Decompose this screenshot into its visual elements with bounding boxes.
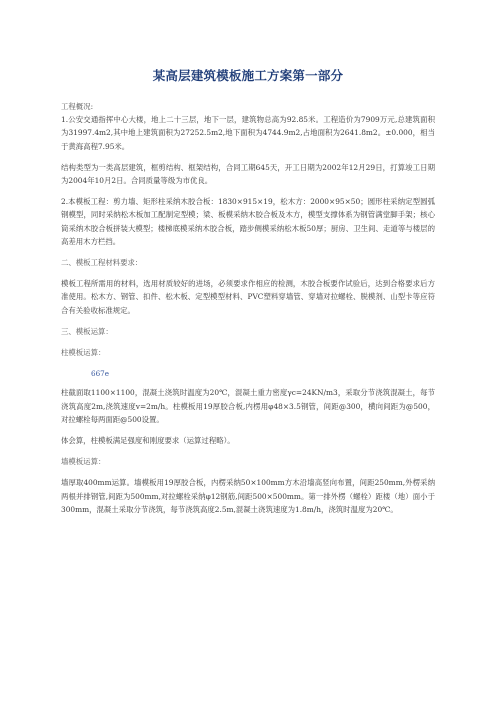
paragraph-column-result: 体会算，柱模板满足强度和刚度要求（运算过程略）。: [61, 436, 235, 446]
paragraph-material-requirements: 模板工程所需用的材料，选用材质较好的进场，必须要求作相应的检测，木胶合板要作试验后，达到合格要求后方准使用。松木方、钢管、扣件、松木板、定型模型材料、PVC塑料穿墙管、穿墙对拉螺栓、脱模剂、山型卡等应符合有关验收标准规定。: [61, 279, 435, 315]
page-title: 某高层建筑模板施工方案第一部分: [152, 68, 344, 83]
paragraph-structure-type: 结构类型为一类高层建筑，框剪结构、框架结构，合同工期645天，开工日期为2002年12月29日，打算竣工日期为2004年10月2日。合同质量等级为市优良。: [61, 162, 435, 186]
subheading-column-formwork: 柱模板运算：: [61, 348, 106, 358]
paragraph-project-summary: 1.公安交通指挥中心大楼，地上二十三层，地下一层，建筑物总高为92.85米。工程造价为7909万元,总建筑面积为31997.4m2,其中地上建筑面积为27252.5m2,地下面积为4744.9m2,占地面积为2641.8m2。±0.000，相当于黄海高程7.95米。: [61, 115, 435, 151]
paragraph-wall-parameters: 墙厚取400mm运算。墙模板用19厚胶合板，内楞采纳50×100mm方木沿墙高竖向布置，间距250mm,外楞采纳两根并排钢管,间距为500mm,对拉螺栓采纳φ12钢筋,间距500×500mm。第一排外楞（螺栓）距楼（地）面小于300mm，混凝土采取分节浇筑，每节浇筑高度2.5m,混凝土浇筑速度为1.8m/h，浇筑时温度为20℃。: [61, 478, 435, 514]
paragraph-formwork-scope: 2.本模板工程：剪力墙、矩形柱采纳木胶合板：1830×915×19，松木方：2000×95×50；圆形柱采纳定型圆弧钢模型，同时采纳松木板加工配制定型模；梁、板模采纳木胶合板及木方，模型支撑体系为钢管满堂脚手架；核心筒采纳木胶合板拼装大模型；楼梯底模采纳木胶合板，踏步侧模采纳松木板50厚；厨房、卫生间、走道等与楼层的高差用木方栏挡。: [61, 197, 435, 246]
subheading-wall-formwork: 墙模板运算：: [61, 457, 106, 467]
section-heading-calculation: 三、模板运算：: [61, 326, 113, 336]
section-heading-material: 二、模板工程材料要求：: [61, 258, 143, 268]
formula-code: 667e: [91, 369, 109, 379]
section-heading-overview: 工程概况:: [61, 102, 94, 111]
document-body: [61, 100, 435, 524]
paragraph-column-parameters: 柱截面取1100×1100，混凝土浇筑时温度为20℃，混凝土重力密度γc=24KN/m3，采取分节浇筑混凝土，每节浇筑高度2m,浇筑速度v=2m/h。柱模板用19厚胶合板,内楞用φ48×3.5钢管，间距@300，横向间距为@500，对拉螺栓每两面距@500设置。: [61, 388, 435, 424]
